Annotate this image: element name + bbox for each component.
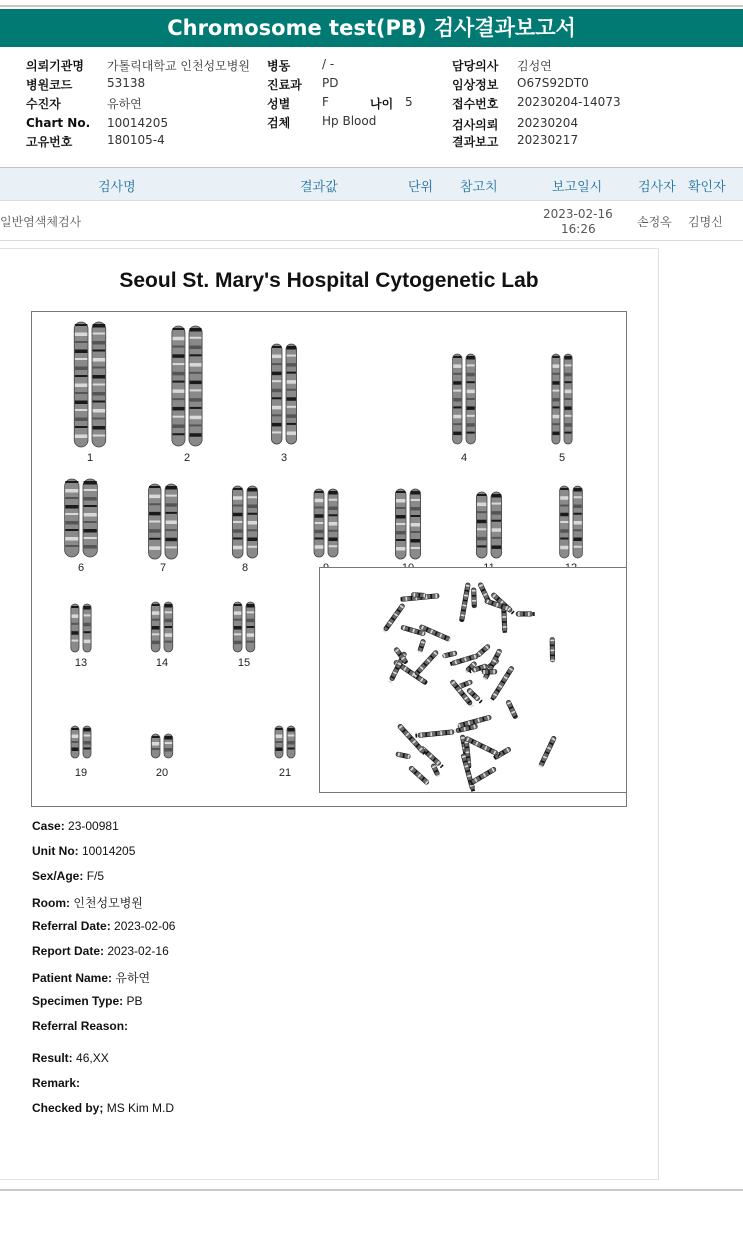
band [84, 728, 91, 732]
band [247, 633, 255, 637]
field-report-date: Report Date: 2023-02-16 [32, 944, 169, 958]
band [165, 742, 173, 744]
spread-chromosome [408, 765, 429, 785]
spread-chromosome [516, 612, 535, 616]
info-label-report: 결과보고 [452, 135, 499, 149]
info-value-age: 5 [405, 95, 413, 109]
info-label-ward: 병동 [267, 59, 291, 73]
band [72, 741, 79, 743]
info-label-reception: 접수번호 [452, 97, 499, 111]
band [315, 514, 324, 518]
col-unit: 단위 [408, 180, 434, 195]
info-value-request: 20230204 [517, 116, 579, 130]
chromosome-19 [51, 312, 111, 806]
col-report-date: 보고일시 [552, 180, 603, 195]
chromosome-20 [132, 312, 192, 806]
info-label-doctor: 담당의사 [452, 59, 499, 73]
band [276, 741, 283, 743]
band [247, 619, 255, 623]
chromosome-label: 14 [155, 657, 169, 669]
band [152, 742, 160, 746]
band [247, 626, 255, 628]
info-value-doctor: 김성연 [517, 59, 552, 73]
metaphase-spread-image [319, 567, 627, 793]
spread-chromosome [442, 651, 457, 659]
field-case: Case: 23-00981 [32, 819, 119, 833]
spread-chromosome [413, 650, 439, 678]
info-value-unique-no: 180105-4 [107, 133, 165, 147]
info-value-ward: / - [322, 57, 335, 71]
spread-chromosome [415, 730, 454, 738]
chromosome-label: 4 [460, 452, 468, 464]
chromosome-pair-19 [51, 724, 111, 760]
band [288, 735, 295, 737]
spread-chromosome [471, 588, 476, 608]
spread-chromosome [538, 736, 556, 768]
band [247, 611, 255, 613]
bottom-divider [0, 1189, 743, 1191]
band [165, 736, 173, 740]
field-sex-age: Sex/Age: F/5 [32, 869, 105, 883]
band [315, 530, 324, 534]
band [315, 545, 324, 549]
table-row[interactable] [0, 200, 743, 241]
info-value-clinical: O67S92DT0 [517, 76, 589, 90]
band [276, 748, 283, 752]
info-value-report: 20230217 [517, 133, 579, 147]
spread-chromosome [411, 592, 426, 597]
band [72, 735, 79, 739]
chromosome-pair-21 [255, 724, 315, 760]
info-label-institution: 의뢰기관명 [26, 59, 84, 73]
info-label-request: 검사의뢰 [452, 118, 499, 132]
field-referral-date: Referral Date: 2023-02-06 [32, 919, 176, 933]
spread-chromosome [417, 639, 425, 653]
page-title: Chromosome test(PB) 검사결과보고서 [167, 16, 576, 40]
band [315, 538, 324, 540]
field-unit-no: Unit No: 10014205 [32, 844, 136, 858]
band [72, 748, 79, 752]
band [152, 748, 160, 750]
metaphase-spread-svg [320, 568, 626, 792]
chromosome-label: 8 [241, 562, 249, 574]
spread-chromosome [469, 767, 497, 786]
cell-report-time: 16:26 [561, 222, 596, 236]
band [152, 736, 160, 738]
band [72, 728, 79, 730]
spread-chromosome [459, 583, 470, 622]
info-label-age: 나이 [370, 97, 394, 111]
chromosome-21 [255, 312, 315, 806]
field-specimen-type: Specimen Type: PB [32, 994, 143, 1008]
info-value-reception: 20230204-14073 [517, 95, 621, 109]
col-test-name: 검사명 [98, 180, 136, 195]
info-value-dept: PD [322, 76, 339, 90]
chromosome-label: 21 [278, 767, 292, 779]
info-value-chart-no: 10014205 [107, 116, 169, 130]
spread-chromosome [482, 669, 497, 674]
info-value-sex: F [322, 95, 329, 109]
field-checked-by: Checked by; MS Kim M.D [32, 1101, 175, 1115]
report-title-bar [0, 9, 743, 47]
band [234, 604, 242, 606]
field-patient-name: Patient Name: 유하연 [32, 971, 151, 985]
band [84, 735, 91, 737]
band [84, 741, 91, 745]
band [234, 641, 242, 645]
top-divider [0, 5, 743, 7]
field-room: Room: 인천성모병원 [32, 896, 143, 910]
band [276, 728, 283, 730]
col-result: 결과값 [300, 180, 338, 195]
band [247, 641, 255, 643]
band [315, 507, 324, 509]
info-label-sex: 성별 [267, 97, 291, 111]
results-table-header [0, 167, 743, 201]
cell-tester: 손정옥 [637, 215, 672, 229]
col-tester: 검사자 [638, 180, 676, 195]
chromosome-label: 5 [558, 452, 566, 464]
band [288, 741, 295, 745]
band [288, 748, 295, 750]
info-value-specimen: Hp Blood [322, 114, 377, 128]
band [234, 611, 242, 615]
spread-chromosome [506, 700, 518, 720]
cell-test-name: 일반염색체검사 [0, 215, 82, 229]
info-value-hospital-code: 53138 [107, 76, 146, 90]
info-label-specimen: 검체 [267, 116, 291, 130]
band [276, 735, 283, 739]
band [247, 604, 255, 608]
band [315, 522, 324, 524]
info-label-unique-no: 고유번호 [26, 135, 73, 149]
field-remark: Remark: [32, 1076, 81, 1090]
info-label-dept: 진료과 [267, 78, 302, 92]
band [84, 748, 91, 750]
chromosome-label: 3 [280, 452, 288, 464]
chromosome-label: 7 [159, 562, 167, 574]
cell-report-date: 2023-02-16 [543, 207, 613, 221]
info-value-institution: 가톨릭대학교 인천성모병원 [107, 59, 250, 73]
band [288, 728, 295, 732]
chromosome-label: 19 [74, 767, 88, 779]
band [234, 633, 242, 635]
info-label-hospital-code: 병원코드 [26, 78, 73, 92]
field-result: Result: 46,XX [32, 1051, 109, 1065]
band [315, 499, 324, 503]
cell-confirmer: 김명신 [688, 215, 723, 229]
col-reference: 참고치 [460, 180, 498, 195]
band [165, 748, 173, 752]
spread-chromosome [397, 724, 426, 755]
chromosome-label: 6 [77, 562, 85, 574]
chromosome-label: 15 [237, 657, 251, 669]
spread-chromosome [396, 752, 411, 759]
info-label-clinical: 임상정보 [452, 78, 499, 92]
info-label-chart-no: Chart No. [26, 116, 91, 130]
chromosome-label: 20 [155, 767, 169, 779]
info-value-patient: 유하연 [107, 97, 142, 111]
col-confirmer: 확인자 [688, 180, 726, 195]
chromosome-label: 2 [183, 452, 191, 464]
band [315, 491, 324, 493]
chromosome-label: 1 [86, 452, 94, 464]
spread-chromosome [550, 638, 555, 662]
info-label-patient: 수진자 [26, 97, 61, 111]
report-title: Seoul St. Mary's Hospital Cytogenetic Lab [119, 269, 539, 292]
band [234, 626, 242, 630]
band [234, 619, 242, 621]
chromosome-pair-20 [132, 732, 192, 760]
chromosome-label: 13 [74, 657, 88, 669]
field-referral-reason: Referral Reason: [32, 1019, 129, 1033]
